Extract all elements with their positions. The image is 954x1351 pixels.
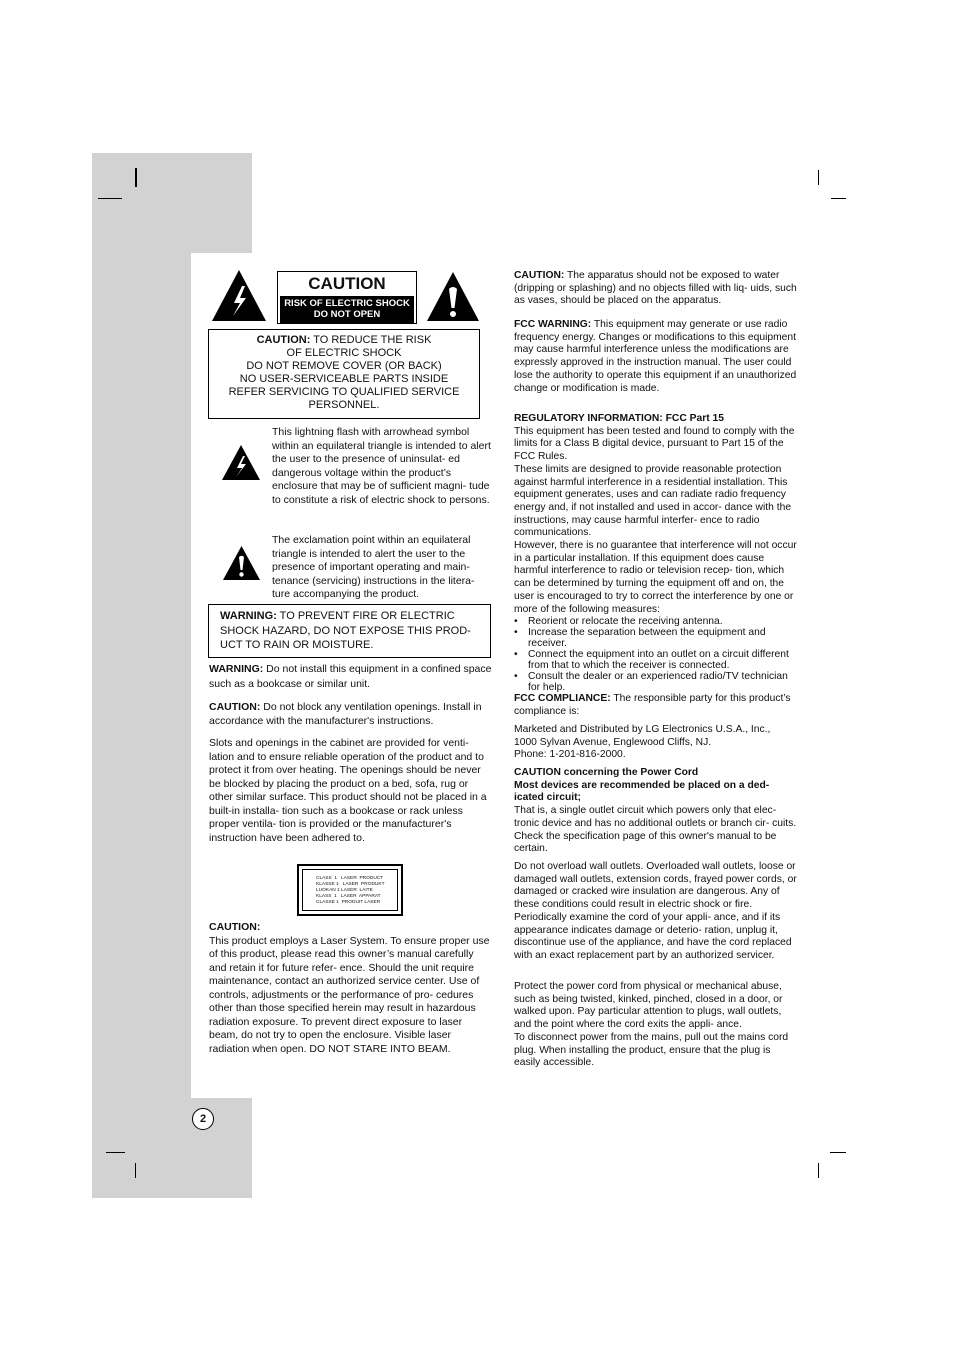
- fire-warning-box: [208, 604, 491, 658]
- power-cord-overload: Do not overload wall outlets. Overloaded wall outlets, loose or damaged wall outlets, extension cords, frayed power cords, or damaged or cracked wire insulation are dangerous. Any of these conditions could result in electric shock or fire. Periodically examine the cord of your appli- ance, and if its appearance indicates damage or deterio- ration, unplug it, discontinue use of the appliance, and have the cord replaced with an exact replacement part by an authorized servicer.: [514, 861, 797, 961]
- warning-text: Do not install this equipment in a confined space such as a bookcase or similar unit.: [209, 663, 492, 690]
- caution-line: TO REDUCE THE RISK: [310, 334, 432, 346]
- list-item: • Consult the dealer or an experienced radio/TV technician for help.: [514, 671, 798, 693]
- margin-band-left: [92, 253, 191, 1198]
- caution-line: NO USER-SERVICEABLE PARTS INSIDE: [239, 373, 449, 385]
- caution-sub-line2: DO NOT OPEN: [313, 309, 381, 320]
- crop-mark: [818, 1163, 819, 1178]
- slots-openings-text: Slots and openings in the cabinet are provided for venti- lation and to ensure reliable operation of the product and to protect it from over heating. The openings should be never be blocked by placing the product on a bed, sofa, rug or other similar surface. This product should not be placed in a built-in installa- tion such as a bookcase or rack unless proper ventila- tion is provided or the manufacturer's instruction have been adhered to.: [209, 737, 487, 844]
- laser-caution-text: This product employs a Laser System. To ensure proper use of this product, please read this owner’s manual carefully and retain it for future refer- ence. Should the unit require maintenance, contact an authorized service center. Use of controls, adjustments or the performance of pro- cedures other than those specified herein may result in hazardous radiation exposure. To prevent direct exposure to laser beam, do not try to open the enclosure. Visible laser radiation when open. DO NOT STARE INTO BEAM.: [209, 934, 490, 1055]
- regulatory-title: REGULATORY INFORMATION: FCC Part 15: [514, 413, 724, 424]
- margin-band-top: [92, 153, 252, 253]
- exclamation-explanation: The exclamation point within an equilateral triangle is intended to alert the user to the presence of important operating and main- tenance (servicing) instructions in the litera- ture accompanying the product.: [272, 534, 475, 600]
- crop-mark: [818, 170, 819, 185]
- crop-mark: [135, 1163, 136, 1178]
- laser-label-text: CLASS 1 LASER PRODUCT KLASSE 1 LASER PRODUKT LUOKAN 1 LASER LAITE KLASS 1 LASER APPARAT CLASSE 1 PRODUIT LASER: [302, 869, 398, 911]
- power-cord-paragraph: Protect the power cord from physical or mechanical abuse, such as being twisted, kinked, pinched, closed in a door, or walked upon. Pay particular attention to plugs, wall outlets, and the point where the cord exits the appli- ance.: [514, 981, 783, 1031]
- power-cord-paragraph: That is, a single outlet circuit which powers only that elec- tronic device and has no additional outlets or branch cir- cuits. Check the specification page of this owner's manual to be certain.: [514, 805, 797, 855]
- caution-sub-line1: RISK OF ELECTRIC SHOCK: [284, 298, 410, 309]
- warning-bold: WARNING:: [220, 610, 277, 622]
- regulatory-paragraph: This equipment has been tested and found to comply with the limits for a Class B digital device, pursuant to Part 15 of the FCC Rules.: [514, 425, 795, 463]
- caution-line: REFER SERVICING TO QUALIFIED SERVICE: [228, 386, 460, 398]
- warning-text: TO PREVENT FIRE OR ELECTRIC SHOCK HAZARD, DO NOT EXPOSE THIS PROD- UCT TO RAIN OR MOISTURE.: [220, 610, 471, 651]
- caution-line: DO NOT REMOVE COVER (OR BACK): [246, 360, 442, 372]
- compliance-text: The responsible party for this product’s compliance is:: [514, 693, 791, 717]
- laser-caution: [209, 921, 493, 1056]
- list-item: • Reorient or relocate the receiving antenna.: [514, 616, 798, 627]
- warning-bold: WARNING:: [209, 663, 264, 675]
- crop-mark: [830, 1152, 846, 1153]
- caution-bold: CAUTION:: [256, 334, 311, 346]
- laser-product-label: [297, 864, 403, 916]
- crop-mark: [831, 198, 846, 199]
- caution-label: [277, 271, 417, 324]
- crop-mark: [135, 168, 137, 187]
- power-cord-caution: [514, 767, 798, 856]
- compliance-bold: FCC COMPLIANCE:: [514, 693, 611, 705]
- power-cord-protect: [514, 981, 798, 1070]
- marketed-by: [514, 724, 798, 762]
- crop-mark: [106, 1152, 125, 1153]
- power-cord-title: CAUTION concerning the Power Cord: [514, 767, 699, 778]
- lightning-symbol-icon: [221, 444, 261, 481]
- confined-space-warning: [209, 662, 493, 692]
- caution-bold: CAUTION:: [514, 270, 565, 281]
- caution-text: The apparatus should not be exposed to water (dripping or splashing) and no objects filled with liq- uids, such as vases, should be placed on the apparatus.: [514, 270, 797, 307]
- crop-mark: [98, 198, 122, 199]
- caution-title: CAUTION: [308, 274, 386, 293]
- power-cord-subtitle: Most devices are recommended be placed on a ded- icated circuit;: [514, 779, 770, 804]
- marketed-line: 1000 Sylvan Avenue, Englewood Cliffs, NJ.: [514, 736, 712, 748]
- exclamation-symbol-icon: [222, 545, 261, 581]
- page-number: 2: [192, 1108, 214, 1130]
- marketed-line: Marketed and Distributed by LG Electronics U.S.A., Inc.,: [514, 724, 771, 735]
- exclamation-warning-icon: [426, 271, 480, 322]
- caution-bold: CAUTION:: [209, 701, 261, 713]
- measures-list: [514, 616, 798, 693]
- laser-caution-title: CAUTION:: [209, 921, 261, 933]
- caution-subtitle: [280, 296, 414, 323]
- regulatory-paragraph: These limits are designed to provide reasonable protection against harmful interference in a residential installation. This equipment generates, uses and can radiate radio frequency energy and, if not installed and used in accor- dance with the instructions, may cause harmful interfer- ence to radio communications.: [514, 463, 792, 539]
- regulatory-paragraph: However, there is no guarantee that interference will not occur in a particular installation. If this equipment does cause harmful interference to radio or television recep- tion, which can be determined by turning the equipment off and on, the user is encouraged to try to correct the interference by one or more of the following measures:: [514, 540, 797, 615]
- fcc-warning: [514, 319, 798, 395]
- shock-caution-box: [208, 329, 480, 419]
- margin-band-bottom: [92, 1098, 252, 1198]
- caution-text: Do not block any ventilation openings. Install in accordance with the manufacturer's instructions.: [209, 701, 482, 727]
- lightning-explanation: This lightning flash with arrowhead symbol within an equilateral triangle is intended to alert the user to the presence of uninsulat- ed dangerous voltage within the product’s enclosure that may be of sufficient magni- tude to constitute a risk of electric shock to persons.: [272, 426, 491, 506]
- list-item: • Connect the equipment into an outlet on a circuit different from that to which the receiver is connected.: [514, 649, 798, 671]
- list-item: • Increase the separation between the equipment and receiver.: [514, 627, 798, 649]
- regulatory-information: [514, 413, 798, 719]
- fcc-warning-bold: FCC WARNING:: [514, 319, 592, 330]
- fcc-warning-text: This equipment may generate or use radio frequency energy. Changes or modifications to this equipment may cause harmful interference unless the modifications are expressly approved in the instruction manual. The user could lose the authority to operate this equipment if an unauthorized change or modification is made.: [514, 319, 797, 394]
- marketed-line: Phone: 1-201-816-2000.: [514, 749, 626, 761]
- power-cord-paragraph: To disconnect power from the mains, pull out the mains cord plug. When installing the product, ensure that the plug is easily accessible.: [514, 1031, 789, 1069]
- lightning-warning-icon: [211, 269, 267, 322]
- water-caution: [514, 270, 798, 308]
- caution-line: OF ELECTRIC SHOCK: [286, 347, 402, 359]
- ventilation-caution: [209, 701, 493, 728]
- caution-line: PERSONNEL.: [308, 399, 380, 411]
